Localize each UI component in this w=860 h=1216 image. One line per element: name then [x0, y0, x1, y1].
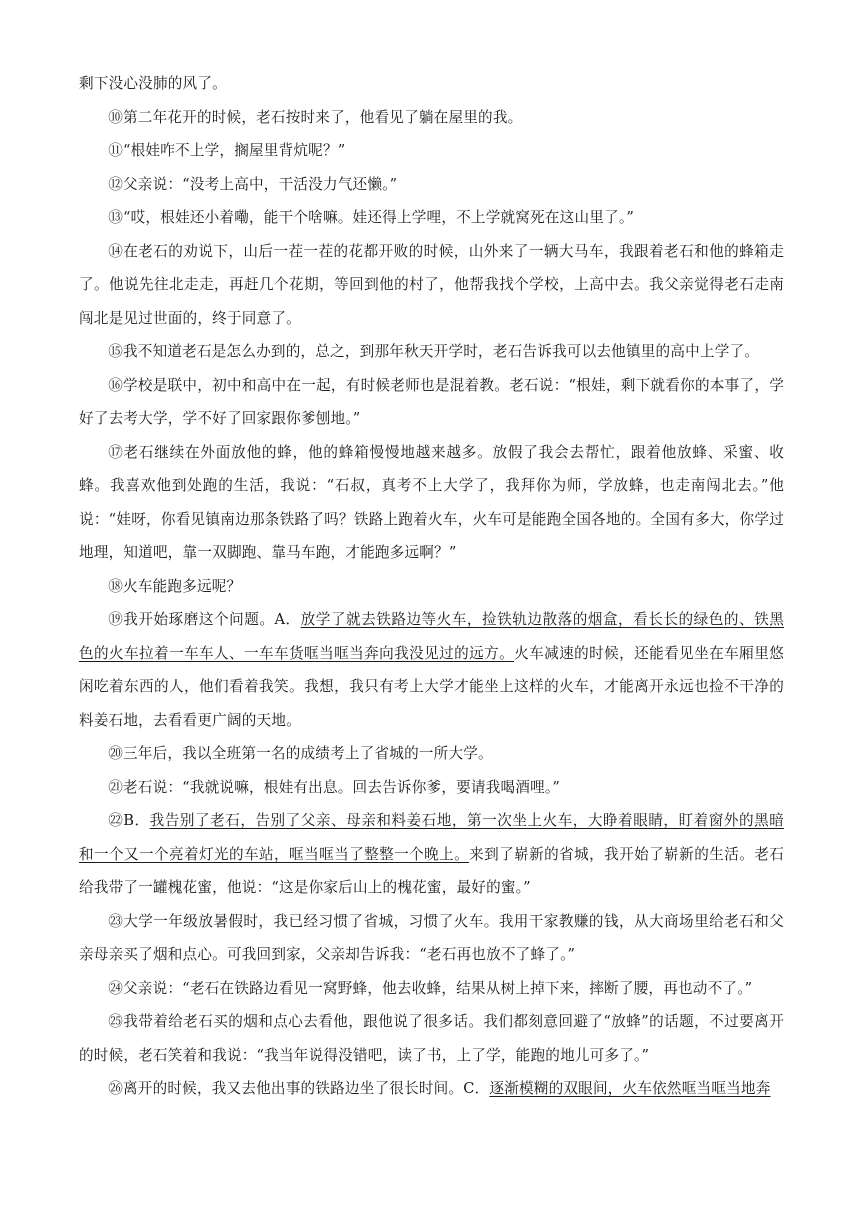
paragraph-p11 [79, 134, 784, 168]
paragraph-text: ⑬“哎，根娃还小着嘞，能干个啥嘛。娃还得上学哩，不上学就窝死在这山里了。” [108, 209, 634, 226]
paragraph-text: ㉕我带着给老石买的烟和点心去看他，跟他说了很多话。我们都刻意回避了“放蜂”的话题，不过要离开的时候，老石笑着和我说：“我当年说得没错吧，读了书，上了学，能跑的地儿可多了。” [79, 1013, 784, 1064]
underlined-sentence: 放学了就去铁路边等火车，捡铁轨边散落的烟盒，看长长的绿色的、铁黑色的火车拉着一车车人、一车车货哐当哐当奔向我没见过的远方。 [79, 611, 785, 662]
paragraph-text: ⑪“根娃咋不上学，搁屋里背炕呢？” [108, 142, 346, 159]
paragraph-p10 [79, 101, 784, 135]
underlined-sentence: 我告别了老石，告别了父亲、母亲和料姜石地，第一次坐上火车，大睁着眼睛，盯着窗外的黑暗和一个又一个亮着灯光的车站，哐当哐当了整整一个晚上。 [79, 812, 784, 863]
story-text [79, 67, 784, 1106]
paragraph-p14 [79, 235, 784, 336]
paragraph-text: ⑫父亲说：“没考上高中，干活没力气还懒。” [108, 175, 398, 193]
paragraph-p25 [79, 1005, 784, 1072]
paragraph-p22 [79, 804, 784, 905]
paragraph-text: 来到了崭新的省城，我开始了崭新的生活。老石给我带了一罐槐花蜜，他说：“这是你家后山上的槐花蜜，最好的蜜。” [79, 845, 785, 896]
paragraph-p17 [79, 436, 784, 570]
paragraph-text: 火车减速的时候，还能看见坐在车厢里悠闲吃着东西的人，他们看着我笑。我想，我只有考上大学才能坐上这样的火车，才能离开永远也捡不干净的料姜石地，去看看更广阔的天地。 [79, 644, 784, 729]
paragraph-p20 [79, 737, 784, 771]
paragraph-text: ⑯学校是联中，初中和高中在一起，有时候老师也是混着教。老石说：“根娃，剩下就看你的本事了，学好了去考大学，学不好了回家跟你爹刨地。” [79, 376, 784, 427]
paragraph-text: ㉓大学一年级放暑假时，我已经习惯了省城，习惯了火车。我用干家教赚的钱，从大商场里给老石和父亲母亲买了烟和点心。可我回到家，父亲却告诉我：“老石再也放不了蜂了。” [79, 912, 784, 963]
paragraph-p16 [79, 369, 784, 436]
underlined-sentence: 逐渐模糊的双眼间，火车依然哐当哐当地奔 [489, 1080, 771, 1097]
paragraph-text: ⑱火车能跑多远呢？ [108, 577, 242, 595]
paragraph-p26 [79, 1072, 784, 1106]
paragraph-text: ㉑老石说：“我就说嘛，根娃有出息。回去告诉你爹，要请我喝酒哩。” [108, 778, 561, 796]
paragraph-p23 [79, 905, 784, 972]
paragraph-text: ⑳三年后，我以全班第一名的成绩考上了省城的一所大学。 [108, 745, 493, 762]
paragraph-text: ㉒B． [108, 812, 150, 829]
paragraph-text: ⑭在老石的劝说下，山后一茬一茬的花都开败的时候，山外来了一辆大马车，我跟着老石和他的蜂箱走了。他说先往北走走，再赶几个花期，等回到他的村了，他帮我找个学校，上高中去。我父亲觉得老石走南闯北是见过世面的，终于同意了。 [79, 242, 784, 327]
paragraph-p15 [79, 335, 784, 369]
paragraph-p18 [79, 570, 784, 604]
paragraph-p13 [79, 201, 784, 235]
paragraph-p12 [79, 168, 784, 202]
paragraph-text: ⑲我开始琢磨这个问题。A． [108, 611, 301, 628]
paragraph-p21 [79, 771, 784, 805]
paragraph-text: ⑮我不知道老石是怎么办到的，总之，到那年秋天开学时，老石告诉我可以去他镇里的高中上学了。 [108, 343, 760, 360]
paragraph-text: ⑰老石继续在外面放他的蜂，他的蜂箱慢慢地越来越多。放假了我会去帮忙，跟着他放蜂、采蜜、收蜂。我喜欢他到处跑的生活，我说：“石叔，真考不上大学了，我拜你为师，学放蜂，也走南闯北去。”他说：“娃呀，你看见镇南边那条铁路了吗？铁路上跑着火车，火车可是能跑全国各地的。全国有多大，你学过地理，知道吧，靠一双脚跑、靠马车跑，才能跑多远啊？” [79, 443, 784, 561]
paragraph-text: ㉔父亲说：“老石在铁路边看见一窝野蜂，他去收蜂，结果从树上掉下来，摔断了腰，再也动不了。” [108, 979, 753, 997]
paragraph-p24 [79, 972, 784, 1006]
paragraph-cont [79, 67, 784, 101]
paragraph-text: ⑩第二年花开的时候，老石按时来了，他看见了躺在屋里的我。 [108, 108, 523, 126]
paragraph-text: 剩下没心没肺的风了。 [79, 75, 227, 92]
paragraph-text: ㉖离开的时候，我又去他出事的铁路边坐了很长时间。C． [108, 1080, 490, 1097]
paragraph-p19 [79, 603, 784, 737]
